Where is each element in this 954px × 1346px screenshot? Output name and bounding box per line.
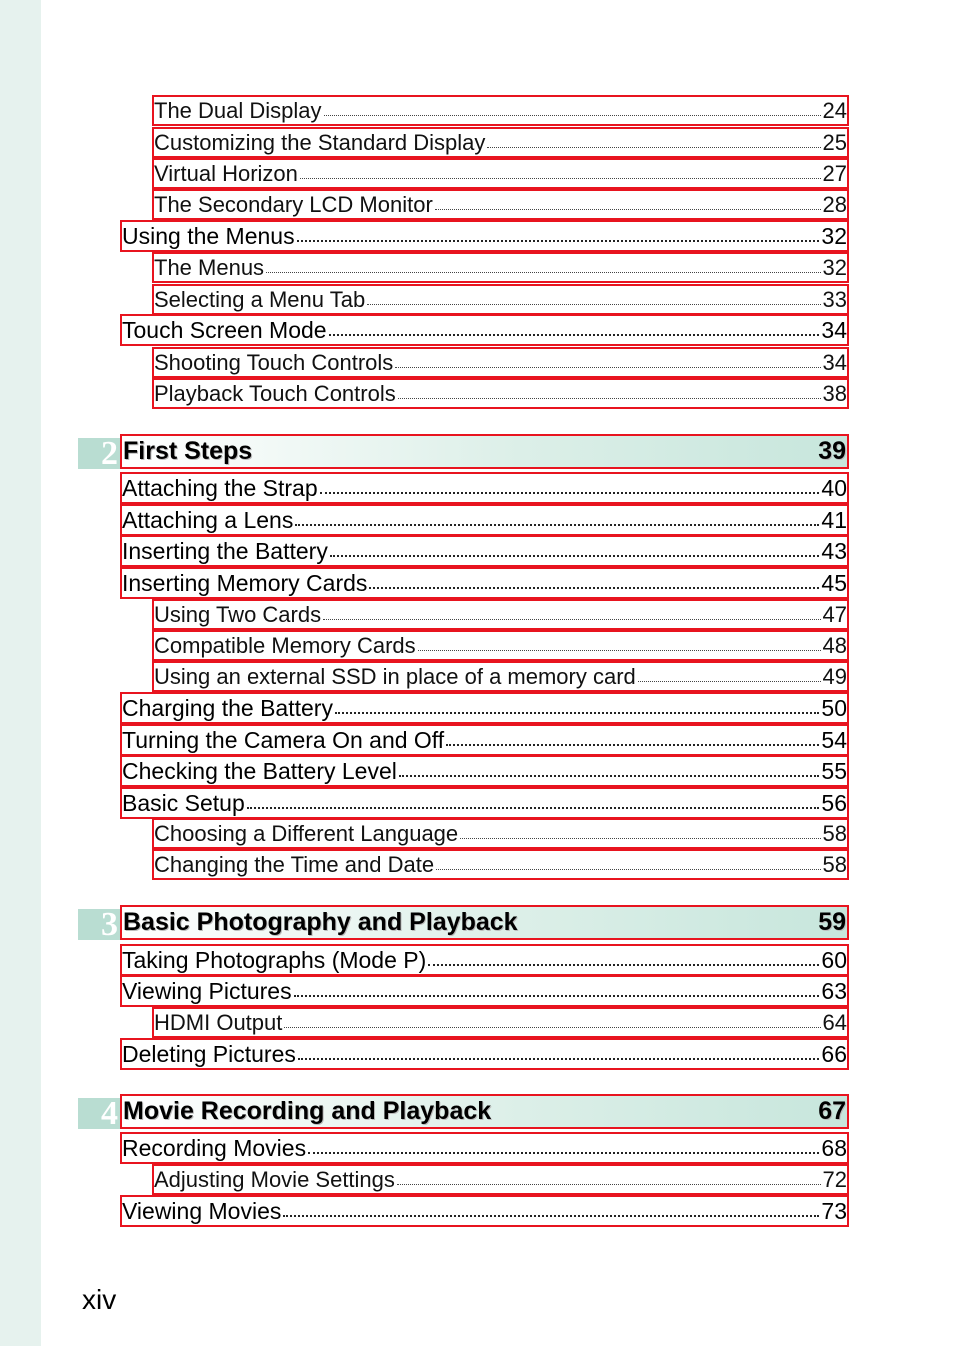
toc-entry[interactable] <box>152 599 849 630</box>
leader-dots <box>399 775 820 777</box>
toc-entry[interactable] <box>152 284 849 315</box>
toc-entry-page: 54 <box>821 726 847 753</box>
leader-dots <box>329 334 820 336</box>
toc-entry[interactable] <box>152 1164 849 1195</box>
toc-entry-page: 72 <box>822 1166 847 1192</box>
leader-dots <box>300 178 821 179</box>
chapter-page: 67 <box>818 1097 846 1125</box>
toc-entry-page: 55 <box>821 757 847 784</box>
toc-entry-label: Basic Setup <box>122 789 245 816</box>
leader-dots <box>330 555 820 557</box>
toc-entry-page: 38 <box>822 380 847 406</box>
toc-entry-page: 50 <box>821 694 847 721</box>
leader-dots <box>460 838 820 839</box>
toc-entry-label: HDMI Output <box>154 1009 283 1035</box>
toc-entry-label: The Menus <box>154 254 265 280</box>
toc-entry-page: 41 <box>821 506 847 533</box>
chapter-title: Movie Recording and Playback <box>123 1097 492 1125</box>
chapter-title: First Steps <box>123 437 253 465</box>
toc-entry[interactable] <box>152 189 849 220</box>
toc-entry-page: 56 <box>821 789 847 816</box>
toc-entry[interactable] <box>120 944 849 976</box>
leader-dots <box>446 744 819 746</box>
leader-dots <box>395 367 820 368</box>
toc-entry[interactable] <box>120 220 849 252</box>
toc-entry[interactable] <box>152 347 849 378</box>
toc-entry-label: Selecting a Menu Tab <box>154 286 366 312</box>
chapter-number-tab: 3 <box>78 909 120 940</box>
leader-dots <box>247 807 820 809</box>
toc-entry-label: Customizing the Standard Display <box>154 129 486 155</box>
leader-dots <box>397 1184 821 1185</box>
toc-entry[interactable] <box>152 158 849 189</box>
toc-entry[interactable] <box>120 1195 849 1227</box>
toc-entry-page: 68 <box>821 1134 847 1161</box>
toc-entry[interactable] <box>152 661 849 692</box>
toc-entry-label: Turning the Camera On and Off <box>122 726 445 753</box>
toc-entry-page: 34 <box>822 349 847 375</box>
toc-entry-page: 28 <box>822 191 847 217</box>
toc-entry-page: 33 <box>822 286 847 312</box>
toc-entry-label: Charging the Battery <box>122 694 333 721</box>
leader-dots <box>323 619 820 620</box>
toc-entry[interactable] <box>152 252 849 283</box>
toc-entry-page: 40 <box>821 474 847 501</box>
toc-entry-page: 27 <box>822 160 847 186</box>
side-band <box>0 0 41 1346</box>
leader-dots <box>435 209 821 210</box>
toc-entry-page: 49 <box>822 663 847 689</box>
toc-entry-label: Attaching the Strap <box>122 474 318 501</box>
toc-entry-label: Viewing Pictures <box>122 977 292 1004</box>
toc-entry-label: The Secondary LCD Monitor <box>154 191 433 217</box>
toc-entry[interactable] <box>152 95 849 126</box>
chapter-title: Basic Photography and Playback <box>123 908 518 936</box>
toc-entry[interactable] <box>120 692 849 724</box>
chapter-heading[interactable] <box>120 434 849 469</box>
toc-entry[interactable] <box>120 472 849 504</box>
leader-dots <box>295 524 819 526</box>
toc-entry-label: Touch Screen Mode <box>122 316 327 343</box>
toc-entry-label: Choosing a Different Language <box>154 820 459 846</box>
toc-entry-label: Shooting Touch Controls <box>154 349 394 375</box>
toc-entry-page: 32 <box>821 222 847 249</box>
toc-entry[interactable] <box>120 724 849 756</box>
chapter-page: 59 <box>818 908 846 936</box>
toc-entry-label: Taking Photographs (Mode P) <box>122 946 427 973</box>
leader-dots <box>428 964 819 966</box>
toc-entry-label: Adjusting Movie Settings <box>154 1166 395 1192</box>
leader-dots <box>298 1058 820 1060</box>
toc-entry-label: Deleting Pictures <box>122 1040 296 1067</box>
toc-entry[interactable] <box>152 849 849 880</box>
leader-dots <box>418 650 821 651</box>
toc-entry-label: Inserting Memory Cards <box>122 569 368 596</box>
toc-entry-page: 34 <box>821 316 847 343</box>
toc-entry-page: 48 <box>822 632 847 658</box>
chapter-heading[interactable] <box>120 1094 849 1129</box>
leader-dots <box>487 147 820 148</box>
toc-entry[interactable] <box>120 535 849 567</box>
toc-entry[interactable] <box>120 504 849 536</box>
toc-entry-label: Inserting the Battery <box>122 537 328 564</box>
toc-entry-page: 58 <box>822 851 847 877</box>
toc-entry[interactable] <box>120 1132 849 1164</box>
toc-entry[interactable] <box>152 127 849 158</box>
leader-dots <box>335 712 819 714</box>
toc-entry-page: 32 <box>822 254 847 280</box>
toc-entry-label: Using an external SSD in place of a memory card <box>154 663 636 689</box>
chapter-number-tab: 4 <box>78 1098 120 1129</box>
toc-entry-page: 43 <box>821 537 847 564</box>
toc-entry[interactable] <box>120 567 849 599</box>
toc-entry-label: Checking the Battery Level <box>122 757 397 784</box>
page-number: xiv <box>82 1284 117 1315</box>
toc-entry[interactable] <box>120 787 849 819</box>
toc-entry-label: Using the Menus <box>122 222 295 249</box>
toc-entry-page: 45 <box>821 569 847 596</box>
toc-entry-label: Attaching a Lens <box>122 506 294 533</box>
toc-entry-page: 24 <box>822 97 847 123</box>
toc-entry-page: 60 <box>821 946 847 973</box>
toc-entry[interactable] <box>120 314 849 346</box>
leader-dots <box>398 398 821 399</box>
toc-entry-page: 47 <box>822 601 847 627</box>
leader-dots <box>297 240 820 242</box>
toc-entry[interactable] <box>152 378 849 409</box>
toc-entry-label: Using Two Cards <box>154 601 322 627</box>
toc-entry-label: The Dual Display <box>154 97 322 123</box>
toc-entry-page: 25 <box>822 129 847 155</box>
leader-dots <box>320 492 820 494</box>
toc-entry-label: Virtual Horizon <box>154 160 298 186</box>
toc-entry-page: 63 <box>821 977 847 1004</box>
chapter-number-tab: 2 <box>78 438 120 469</box>
toc-entry-label: Playback Touch Controls <box>154 380 396 406</box>
toc-entry[interactable] <box>120 975 849 1007</box>
toc-entry-label: Recording Movies <box>122 1134 307 1161</box>
toc-entry-label: Viewing Movies <box>122 1197 282 1224</box>
leader-dots <box>283 1215 819 1217</box>
toc-entry[interactable] <box>152 1007 849 1038</box>
toc-entry-page: 64 <box>822 1009 847 1035</box>
toc-entry[interactable] <box>152 630 849 661</box>
leader-dots <box>294 995 820 997</box>
toc-entry[interactable] <box>152 818 849 849</box>
chapter-heading[interactable] <box>120 905 849 940</box>
toc-entry[interactable] <box>120 755 849 787</box>
toc-entry-label: Compatible Memory Cards <box>154 632 416 658</box>
chapter-page: 39 <box>818 437 846 465</box>
leader-dots <box>284 1027 820 1028</box>
toc-entry-page: 58 <box>822 820 847 846</box>
leader-dots <box>638 681 821 682</box>
toc-entry-page: 73 <box>821 1197 847 1224</box>
leader-dots <box>324 115 821 116</box>
leader-dots <box>308 1152 819 1154</box>
leader-dots <box>367 304 820 305</box>
toc-entry[interactable] <box>120 1038 849 1070</box>
leader-dots <box>369 587 819 589</box>
leader-dots <box>436 869 820 870</box>
leader-dots <box>266 272 820 273</box>
toc-entry-label: Changing the Time and Date <box>154 851 435 877</box>
toc-entry-page: 66 <box>821 1040 847 1067</box>
